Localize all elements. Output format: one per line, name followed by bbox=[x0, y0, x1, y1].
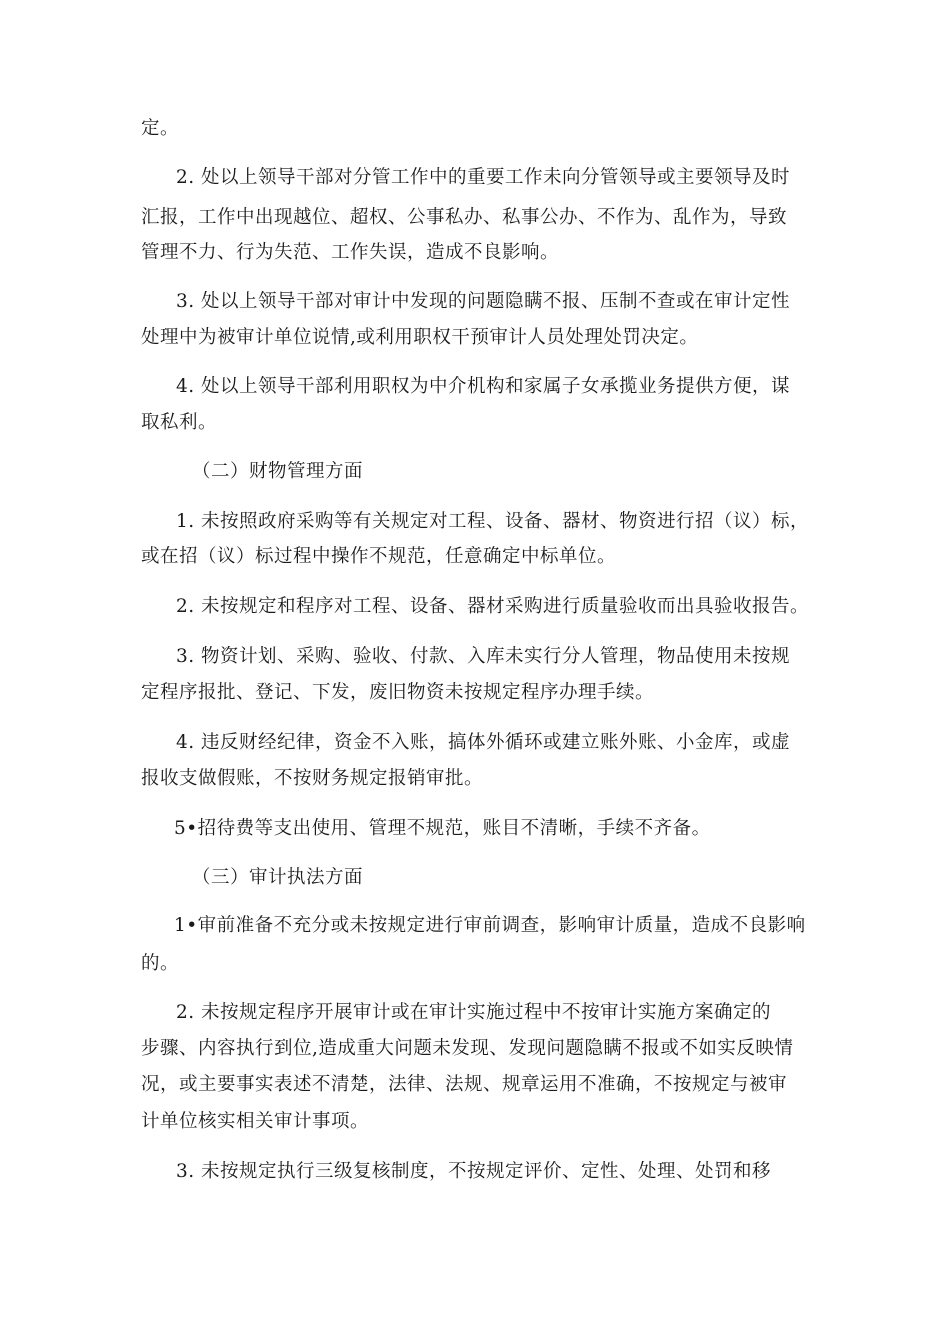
text-line: 5•招待费等支出使用、管理不规范，账目不清晰，手续不齐备。 bbox=[174, 818, 711, 839]
text-line: 3. 处以上领导干部对审计中发现的问题隐瞒不报、压制不查或在审计定性 bbox=[176, 291, 791, 312]
text-line: 况，或主要事实表述不清楚，法律、法规、规章运用不准确，不按规定与被审 bbox=[141, 1074, 788, 1095]
section-heading: （三）审计执法方面 bbox=[192, 867, 364, 888]
text-line: 处理中为被审计单位说情,或利用职权干预审计人员处理处罚决定。 bbox=[141, 327, 699, 348]
text-line: 步骤、内容执行到位,造成重大问题未发现、发现问题隐瞒不报或不如实反映情 bbox=[141, 1038, 794, 1059]
text-line: 定。 bbox=[141, 118, 180, 139]
text-line: 1•审前准备不充分或未按规定进行审前调查，影响审计质量，造成不良影响 bbox=[174, 915, 806, 936]
text-line: 2. 未按规定程序开展审计或在审计实施过程中不按审计实施方案确定的 bbox=[176, 1002, 772, 1023]
text-line: 或在招（议）标过程中操作不规范，任意确定中标单位。 bbox=[141, 546, 617, 567]
text-line: 定程序报批、登记、下发，废旧物资未按规定程序办理手续。 bbox=[141, 682, 655, 703]
text-line: 1. 未按照政府采购等有关规定对工程、设备、器材、物资进行招（议）标， bbox=[176, 511, 810, 532]
text-line: 2. 处以上领导干部对分管工作中的重要工作未向分管领导或主要领导及时 bbox=[176, 167, 791, 188]
text-line: 2. 未按规定和程序对工程、设备、器材采购进行质量验收而出具验收报告。 bbox=[176, 596, 810, 617]
text-line: 4. 处以上领导干部利用职权为中介机构和家属子女承揽业务提供方便，谋 bbox=[176, 376, 791, 397]
text-line: 取私利。 bbox=[141, 412, 218, 433]
text-line: 3. 物资计划、采购、验收、付款、入库未实行分人管理，物品使用未按规 bbox=[176, 646, 791, 667]
text-line: 管理不力、行为失范、工作失误，造成不良影响。 bbox=[141, 242, 560, 263]
text-line: 的。 bbox=[141, 953, 180, 974]
text-line: 报收支做假账，不按财务规定报销审批。 bbox=[141, 768, 484, 789]
text-line: 汇报，工作中出现越位、超权、公事私办、私事公办、不作为、乱作为，导致 bbox=[141, 207, 788, 228]
text-line: 计单位核实相关审计事项。 bbox=[141, 1111, 370, 1132]
text-line: 4. 违反财经纪律，资金不入账，搞体外循环或建立账外账、小金库，或虚 bbox=[176, 732, 791, 753]
text-line: 3. 未按规定执行三级复核制度，不按规定评价、定性、处理、处罚和移 bbox=[176, 1161, 772, 1182]
section-heading: （二）财物管理方面 bbox=[192, 461, 364, 482]
